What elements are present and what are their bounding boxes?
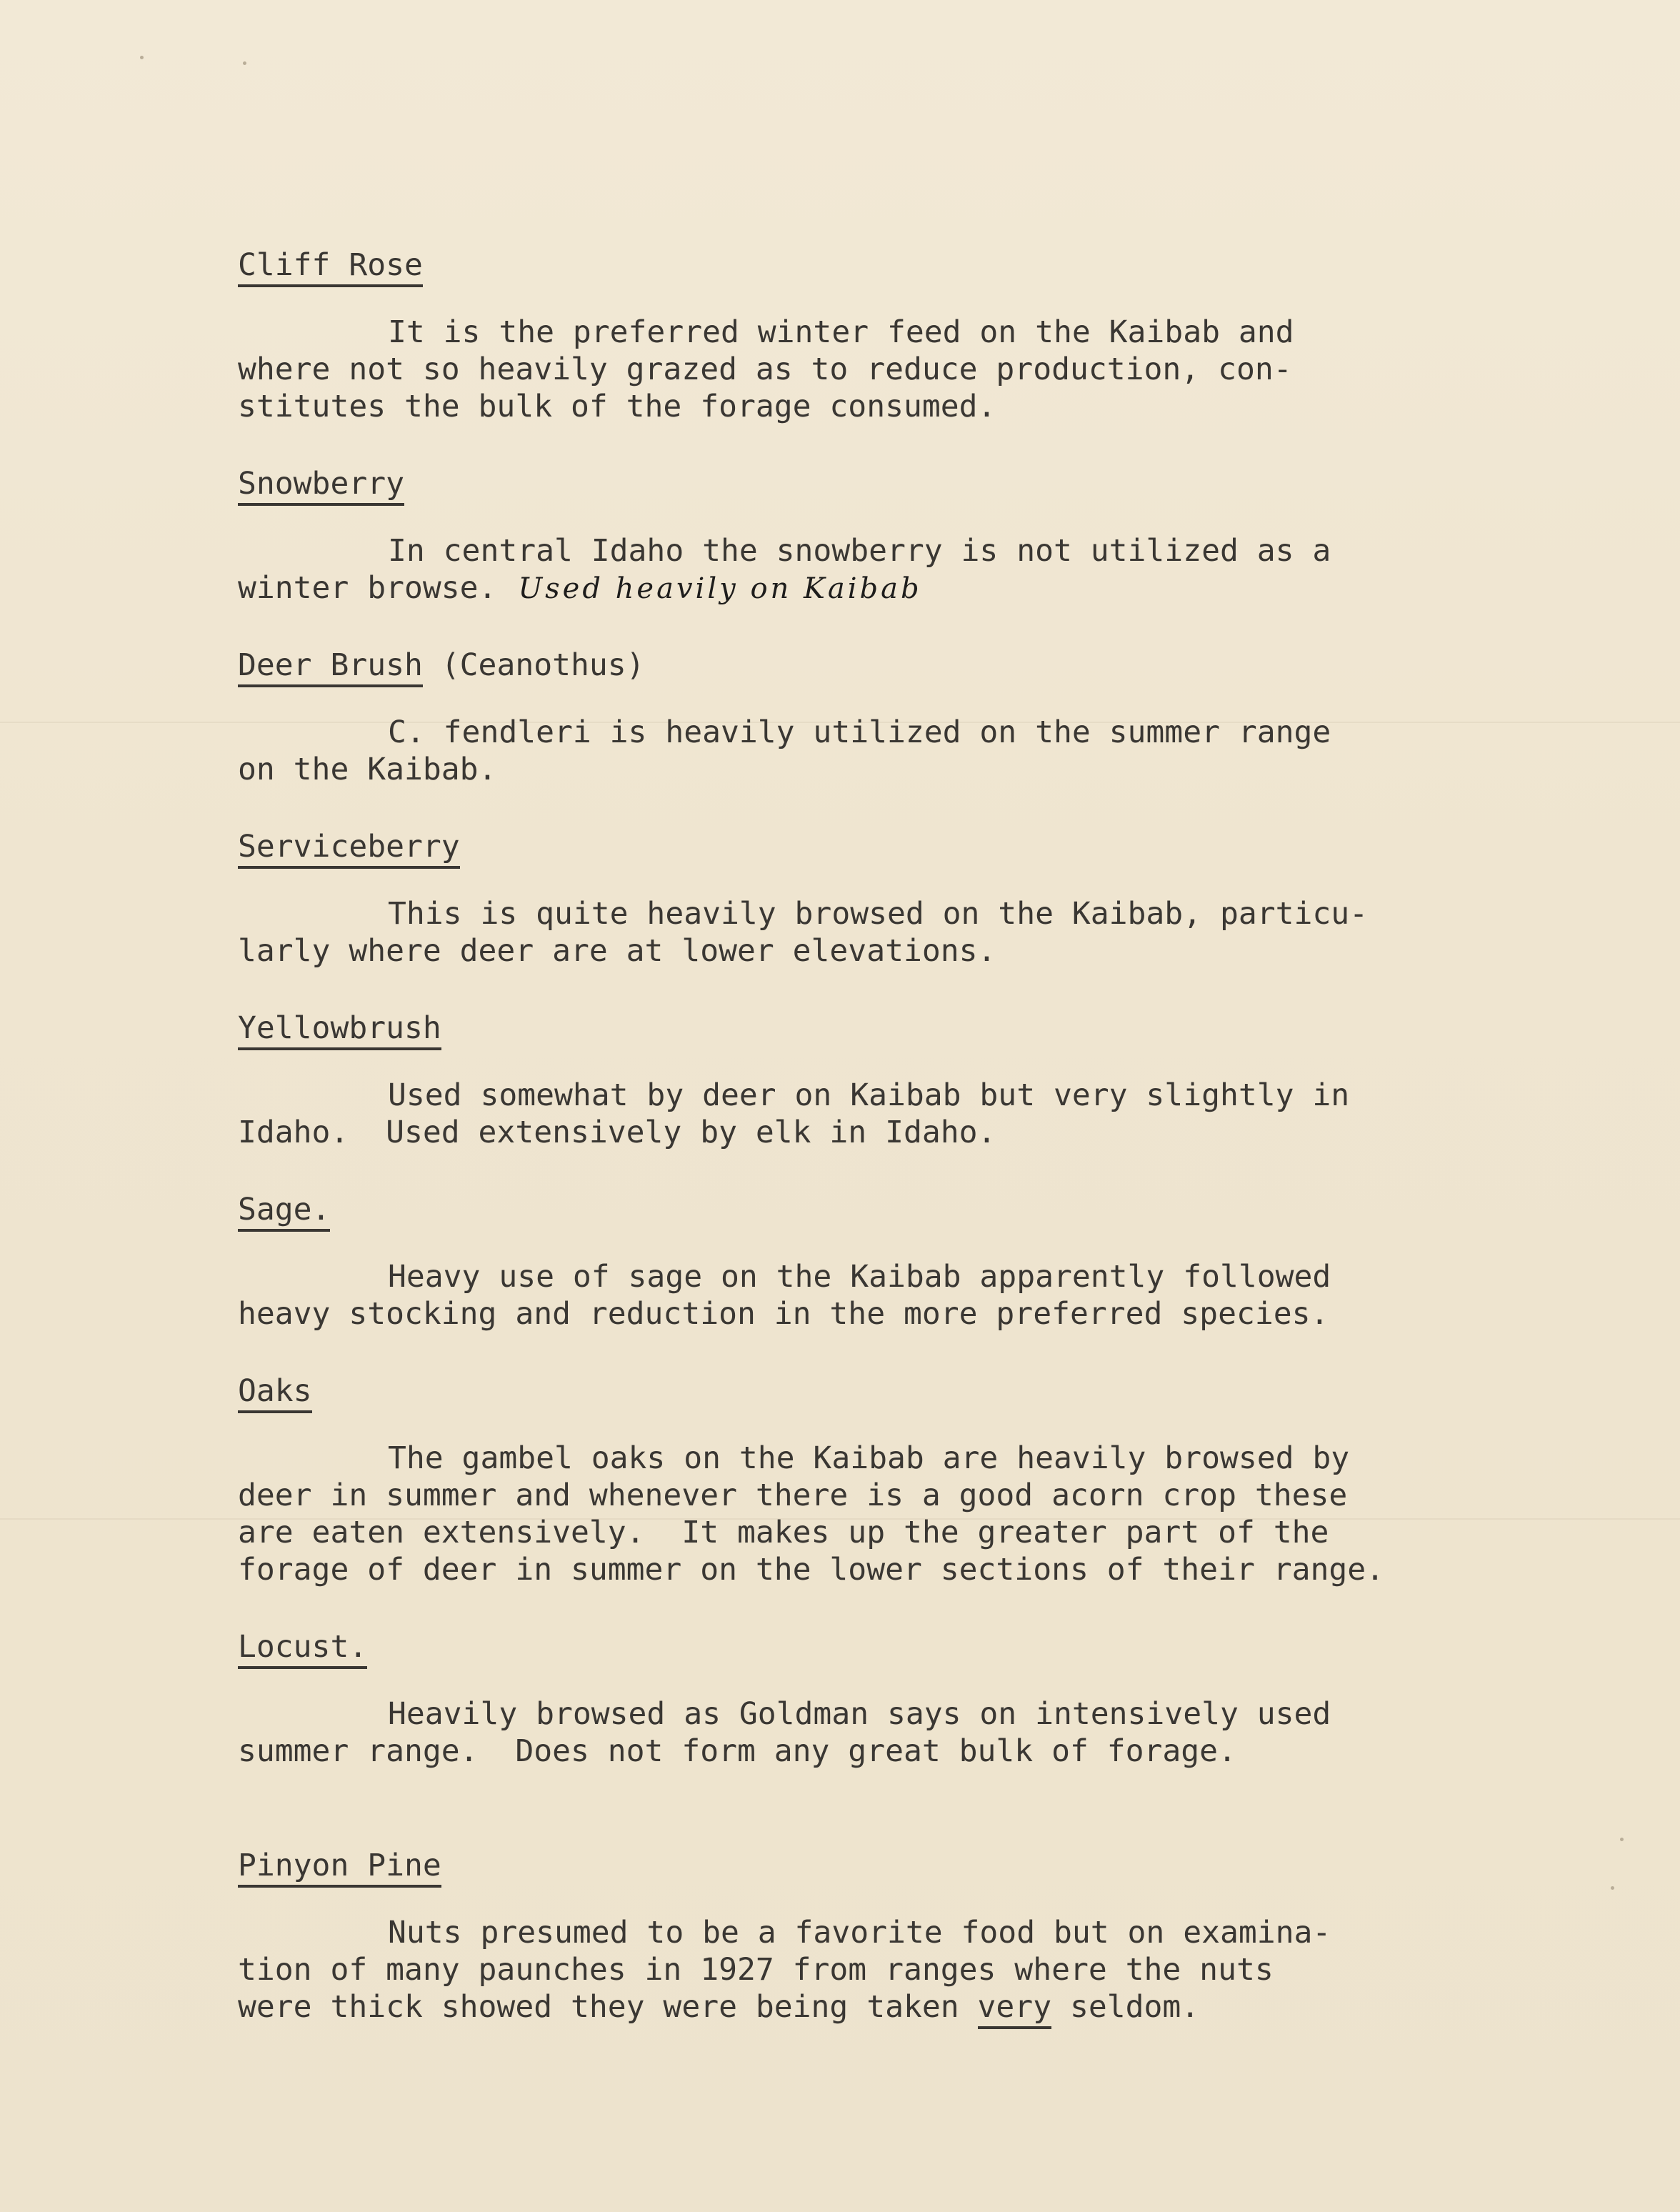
paragraph-line: C. fendleri is heavily utilized on the summer range	[388, 714, 1331, 750]
paragraph-line: summer range. Does not form any great bulk of forage.	[238, 1733, 1236, 1769]
entry-paragraph	[238, 1440, 1595, 1588]
entry-heading	[238, 1191, 1595, 1228]
entry-heading	[238, 1628, 1595, 1665]
paragraph-line: larly where deer are at lower elevations.	[238, 933, 996, 969]
heading-title: Yellowbrush	[238, 1010, 441, 1050]
paragraph-line: forage of deer in summer on the lower sections of their range.	[238, 1552, 1385, 1588]
paper-speck	[1620, 1838, 1624, 1841]
entry-heading	[238, 647, 1595, 684]
entry-heading	[238, 828, 1595, 865]
entry-sage	[238, 1191, 1595, 1332]
entry-locust	[238, 1628, 1595, 1770]
paragraph-line: tion of many paunches in 1927 from ranges where the nuts	[238, 1952, 1274, 1988]
paragraph-line: heavy stocking and reduction in the more preferred species.	[238, 1296, 1329, 1332]
entry-paragraph	[238, 532, 1595, 607]
paragraph-line: Nuts presumed to be a favorite food but on examina-	[388, 1915, 1331, 1951]
entry-heading	[238, 246, 1595, 284]
heading-title: Sage.	[238, 1192, 330, 1232]
entry-cliff-rose	[238, 246, 1595, 425]
paragraph-line: stitutes the bulk of the forage consumed.	[238, 389, 996, 424]
underlined-emphasis: very	[978, 1989, 1052, 2029]
paragraph-line: In central Idaho the snowberry is not utilized as a	[388, 533, 1331, 569]
handwritten-note: Used heavily on Kaibab	[518, 572, 922, 605]
heading-title: Cliff Rose	[238, 247, 423, 287]
paragraph-line: deer in summer and whenever there is a good acorn crop these	[238, 1478, 1348, 1513]
heading-title: Snowberry	[238, 466, 404, 506]
entry-yellowbrush	[238, 1010, 1595, 1151]
entry-heading	[238, 465, 1595, 502]
paragraph-line: Heavy use of sage on the Kaibab apparently followed	[388, 1259, 1331, 1295]
paragraph-line: where not so heavily grazed as to reduce production, con-	[238, 352, 1292, 387]
line-text-before: were thick showed they were being taken	[238, 1989, 978, 2025]
paper-speck	[140, 56, 144, 59]
entry-heading	[238, 1372, 1595, 1410]
entry-deer-brush	[238, 647, 1595, 788]
entry-paragraph	[238, 314, 1595, 425]
heading-title: Pinyon Pine	[238, 1848, 441, 1888]
heading-suffix: (Ceanothus)	[422, 647, 645, 683]
entry-paragraph	[238, 1695, 1595, 1770]
heading-title: Serviceberry	[238, 829, 460, 869]
entry-heading	[238, 1847, 1595, 1884]
paragraph-line: Heavily browsed as Goldman says on intensively used	[388, 1696, 1331, 1732]
line-text-after: seldom.	[1051, 1989, 1200, 2025]
paragraph-line	[238, 1988, 1595, 2026]
paragraph-line: This is quite heavily browsed on the Kaibab, particu-	[388, 896, 1369, 932]
entry-paragraph	[238, 895, 1595, 970]
paragraph-line: Used somewhat by deer on Kaibab but very slightly in	[388, 1077, 1350, 1113]
entry-serviceberry	[238, 828, 1595, 970]
entry-heading	[238, 1010, 1595, 1047]
entry-pinyon-pine	[238, 1847, 1595, 2026]
paper-speck	[243, 61, 246, 65]
paragraph-line: It is the preferred winter feed on the Kaibab and	[388, 314, 1294, 350]
heading-title: Deer Brush	[238, 647, 423, 687]
entry-paragraph	[238, 1077, 1595, 1151]
paragraph-line: Idaho. Used extensively by elk in Idaho.	[238, 1115, 996, 1150]
typed-text-column	[238, 246, 1595, 2026]
paper-speck	[1611, 1886, 1614, 1890]
paragraph-line: are eaten extensively. It makes up the greater part of the	[238, 1515, 1329, 1550]
paragraph-line-text: winter browse.	[238, 570, 497, 606]
paragraph-line	[238, 569, 1595, 607]
entry-paragraph	[238, 1914, 1595, 2026]
paragraph-line: on the Kaibab.	[238, 752, 497, 787]
entry-oaks	[238, 1372, 1595, 1588]
heading-title: Locust.	[238, 1629, 367, 1669]
heading-title: Oaks	[238, 1373, 312, 1413]
entry-snowberry	[238, 465, 1595, 607]
paragraph-line: The gambel oaks on the Kaibab are heavily browsed by	[388, 1440, 1350, 1476]
entry-paragraph	[238, 1258, 1595, 1332]
entry-paragraph	[238, 714, 1595, 788]
